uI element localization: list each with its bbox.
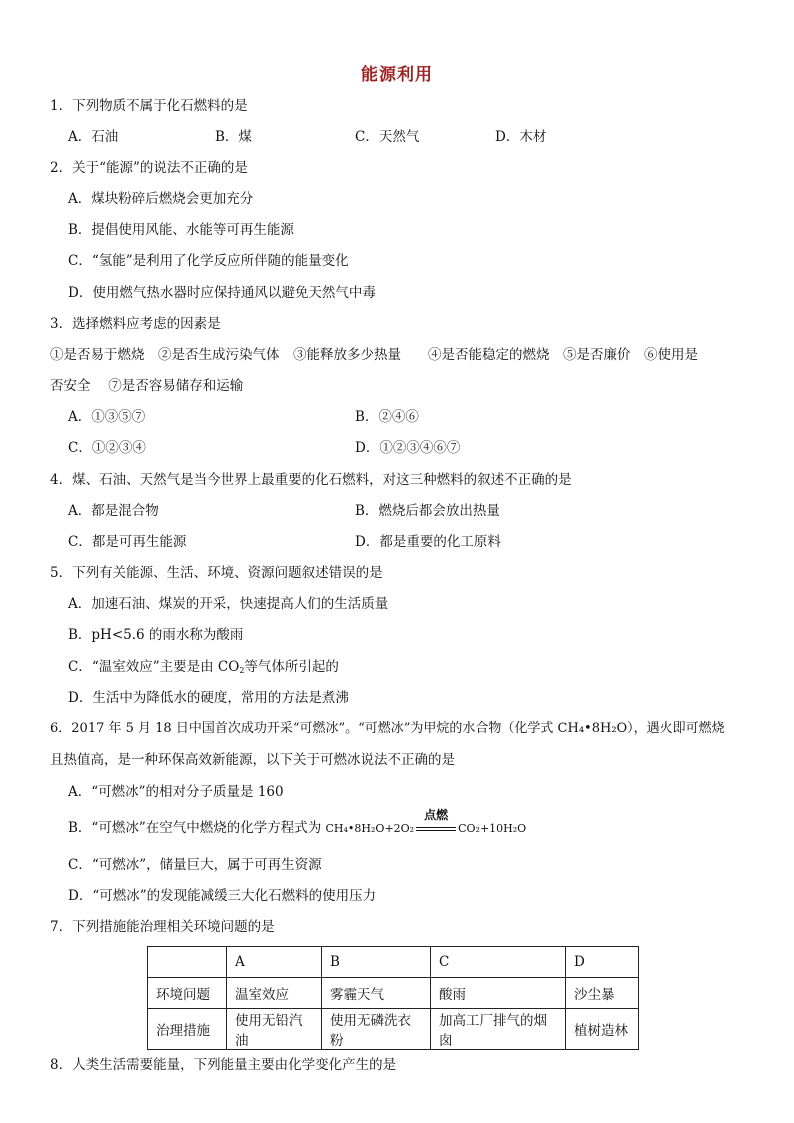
- table-cell: 雾霾天气: [322, 978, 431, 1009]
- q6-option-b-text: B．“可燃冰”在空气中燃烧的化学方程式为: [68, 820, 326, 836]
- table-cell: B: [322, 947, 431, 978]
- q4-option-d: D．都是重要的化工原料: [355, 534, 501, 550]
- question-1-stem: 1．下列物质不属于化石燃料的是: [50, 98, 248, 114]
- reaction-arrow: [416, 807, 456, 838]
- table-row: [148, 978, 639, 1009]
- question-3-stem: 3．选择燃料应考虑的因素是: [50, 316, 221, 332]
- table-cell: 酸雨: [431, 978, 566, 1009]
- question-5-stem: 5．下列有关能源、生活、环境、资源问题叙述错误的是: [50, 565, 383, 581]
- equals-bar-bottom: [416, 830, 456, 831]
- q3-option-b: B．②④⑥: [355, 409, 419, 425]
- q3-option-d: D．①②③④⑥⑦: [355, 440, 461, 456]
- equation-reactants: CH₄•8H₂O+2O₂: [325, 822, 415, 835]
- q1-option-b: B．煤: [215, 129, 252, 145]
- q6-option-d: D．“可燃冰”的发现能减缓三大化石燃料的使用压力: [68, 888, 377, 904]
- q5-option-c-text: C．“温室效应”主要是由 CO: [68, 659, 240, 675]
- q5-option-c-tail: 等气体所引起的: [244, 659, 339, 675]
- table-cell: 使用无铅汽油: [227, 1009, 322, 1050]
- q3-factors-line-2: 否安全 ⑦是否容易储存和运输: [50, 378, 244, 394]
- q3-option-a: A．①③⑤⑦: [68, 409, 146, 425]
- table-row: [148, 1009, 639, 1050]
- table-cell: [148, 947, 227, 978]
- q5-option-c: [68, 658, 339, 680]
- q5-option-d: D．生活中为降低水的硬度，常用的方法是煮沸: [68, 690, 349, 706]
- q5-option-c-subscript: 2: [239, 666, 245, 675]
- q4-option-b: B．燃烧后都会放出热量: [355, 503, 500, 519]
- q2-option-b: B．提倡使用风能、水能等可再生能源: [68, 222, 294, 238]
- q5-option-b: B．pH<5.6 的雨水称为酸雨: [68, 627, 244, 643]
- q2-option-c: C．“氢能”是利用了化学反应所伴随的能量变化: [68, 253, 349, 269]
- question-8-stem: 8．人类生活需要能量，下列能量主要由化学变化产生的是: [50, 1057, 397, 1073]
- table-cell: 治理措施: [148, 1009, 227, 1050]
- table-cell: C: [431, 947, 566, 978]
- table-cell: 使用无磷洗衣粉: [322, 1009, 431, 1050]
- table-cell: 环境问题: [148, 978, 227, 1009]
- table-cell: 加高工厂排气的烟囱: [431, 1009, 566, 1050]
- equals-bar-top: [416, 827, 456, 828]
- q1-option-c: C．天然气: [355, 129, 420, 145]
- table-cell: 温室效应: [227, 978, 322, 1009]
- q1-option-d: D．木材: [495, 129, 547, 145]
- question-4-stem: 4．煤、石油、天然气是当今世界上最重要的化石燃料，对这三种燃料的叙述不正确的是: [50, 472, 572, 488]
- question-6-stem-line-1: 6．2017 年 5 月 18 日中国首次成功开采“可燃冰”。“可燃冰”为甲烷的水合物（化学式 CH₄•8H₂O），遇火即可燃烧: [50, 721, 725, 736]
- table-cell: 沙尘暴: [566, 978, 639, 1009]
- q6-option-b: [68, 807, 527, 838]
- q3-option-c: C．①②③④: [68, 440, 146, 456]
- table-cell: A: [227, 947, 322, 978]
- table-header-row: [148, 947, 639, 978]
- environment-measures-table: [147, 946, 639, 1050]
- q6-option-a: A．“可燃冰”的相对分子质量是 160: [68, 784, 284, 800]
- q6-option-c: C．“可燃冰”，储量巨大，属于可再生资源: [68, 857, 322, 873]
- q2-option-d: D．使用燃气热水器时应保持通风以避免天然气中毒: [68, 285, 376, 301]
- q1-option-a: A．石油: [68, 129, 119, 145]
- page-title: 能源利用: [361, 65, 433, 85]
- reaction-condition: 点燃: [424, 807, 449, 822]
- q2-option-a: A．煤块粉碎后燃烧会更加充分: [68, 191, 254, 207]
- question-6-stem-line-2: 且热值高，是一种环保高效新能源，以下关于可燃冰说法不正确的是: [50, 752, 455, 768]
- question-2-stem: 2．关于“能源”的说法不正确的是: [50, 160, 248, 176]
- table-cell: 植树造林: [566, 1009, 639, 1050]
- question-7-stem: 7．下列措施能治理相关环境问题的是: [50, 919, 275, 935]
- table-cell: D: [566, 947, 639, 978]
- q4-option-a: A．都是混合物: [68, 503, 159, 519]
- q4-option-c: C．都是可再生能源: [68, 534, 187, 550]
- q3-factors-line-1: ①是否易于燃烧 ②是否生成污染气体 ③能释放多少热量 ④是否能稳定的燃烧 ⑤是否廉价 ⑥使用是: [50, 347, 698, 363]
- q5-option-a: A．加速石油、煤炭的开采，快速提高人们的生活质量: [68, 596, 389, 612]
- equation-products: CO₂+10H₂O: [458, 822, 527, 835]
